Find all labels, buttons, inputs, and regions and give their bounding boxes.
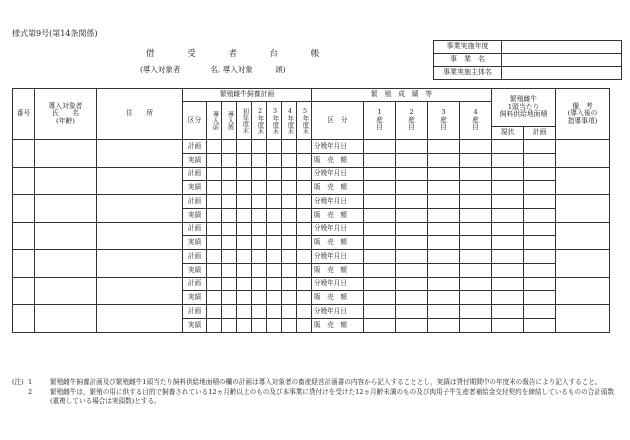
cell-division: 実績 (183, 318, 207, 332)
cell-feed-plan[interactable] (524, 208, 556, 222)
cell-result-value[interactable] (428, 318, 460, 332)
header-division: 区分 (183, 102, 207, 140)
cell-plan-value[interactable] (297, 291, 312, 305)
cell-result-value[interactable] (396, 195, 428, 209)
cell-plan-value[interactable] (297, 318, 312, 332)
cell-plan-value[interactable] (267, 318, 282, 332)
cell-remarks[interactable] (556, 305, 610, 333)
header-intro-after-text: 導入後 (226, 111, 234, 130)
cell-plan-value[interactable] (222, 305, 237, 319)
cell-result-value[interactable] (396, 153, 428, 167)
cell-address[interactable] (97, 250, 183, 278)
note-text: 繁殖雌牛は，繁殖の用に供する目的で飼養されている12ヵ月齢以上のもの及び本事業に貸付けを受けた12ヵ月齢未満のもの及び肉用子牛生産者補給金交付契約を締結しているものの合計頭数(重複している場合は実頭数)とする。 (50, 387, 615, 406)
cell-feed-plan[interactable] (524, 181, 556, 195)
cell-result-label: 分娩年月日 (312, 167, 364, 181)
cell-feed-plan[interactable] (524, 291, 556, 305)
cell-plan-value[interactable] (207, 263, 222, 277)
cell-plan-value[interactable] (267, 263, 282, 277)
cell-plan-value[interactable] (237, 222, 252, 236)
cell-result-value[interactable] (460, 277, 492, 291)
cell-result-label: 分娩年月日 (312, 195, 364, 209)
cell-result-value[interactable] (428, 250, 460, 264)
notes (12, 378, 622, 407)
cell-result-value[interactable] (428, 222, 460, 236)
cell-feed-current[interactable] (492, 305, 524, 319)
cell-target-person[interactable] (35, 195, 97, 223)
cell-plan-value[interactable] (297, 305, 312, 319)
form-id: 様式第9号(第14条関係) (12, 29, 98, 38)
cell-result-value[interactable] (364, 167, 396, 181)
info-label: 事業実施主体名 (434, 67, 502, 80)
cell-plan-value[interactable] (252, 236, 267, 250)
cell-plan-value[interactable] (222, 291, 237, 305)
cell-plan-value[interactable] (282, 195, 297, 209)
cell-plan-value[interactable] (237, 195, 252, 209)
cell-plan-value[interactable] (222, 318, 237, 332)
cell-number[interactable] (13, 305, 35, 333)
cell-plan-value[interactable] (267, 291, 282, 305)
cell-result-label: 販 売 額 (312, 263, 364, 277)
header-breeding-plan: 繁殖雌牛飼養計画 (183, 89, 312, 102)
cell-feed-plan[interactable] (524, 277, 556, 291)
cell-plan-value[interactable] (222, 250, 237, 264)
header-current: 現状 (492, 127, 524, 140)
cell-result-value[interactable] (428, 181, 460, 195)
title-char: 帳 (310, 49, 320, 59)
header-year-3 (267, 102, 282, 140)
cell-feed-current[interactable] (492, 208, 524, 222)
cell-plan-value[interactable] (207, 291, 222, 305)
cell-result-value[interactable] (428, 305, 460, 319)
info-label: 事 業 名 (434, 54, 502, 67)
cell-result-label: 分娩年月日 (312, 305, 364, 319)
table-row (13, 250, 610, 264)
cell-number[interactable] (13, 277, 35, 305)
cell-plan-value[interactable] (207, 305, 222, 319)
cell-feed-plan[interactable] (524, 153, 556, 167)
cell-plan-value[interactable] (207, 195, 222, 209)
info-box (433, 40, 622, 80)
cell-feed-current[interactable] (492, 140, 524, 154)
cell-plan-value[interactable] (297, 250, 312, 264)
title-char: 台 (269, 49, 279, 59)
cell-plan-value[interactable] (282, 140, 297, 154)
cell-plan-value[interactable] (207, 318, 222, 332)
cell-address[interactable] (97, 277, 183, 305)
cell-result-value[interactable] (396, 305, 428, 319)
cell-plan-value[interactable] (252, 291, 267, 305)
cell-result-value[interactable] (364, 140, 396, 154)
header-year-3-text: 3年度末 (271, 107, 279, 134)
subtitle: (導入対象者 名, 導入対象 頭) (140, 65, 286, 74)
cell-division: 実績 (183, 263, 207, 277)
cell-result-value[interactable] (364, 277, 396, 291)
cell-division: 計画 (183, 305, 207, 319)
notes-lead-spacer (12, 388, 28, 407)
cell-plan-value[interactable] (282, 250, 297, 264)
cell-plan-value[interactable] (252, 208, 267, 222)
note-item (12, 388, 622, 407)
header-year-2-text: 2年度末 (256, 107, 264, 134)
cell-plan-value[interactable] (207, 208, 222, 222)
cell-plan-value[interactable] (267, 195, 282, 209)
cell-plan-value[interactable] (207, 277, 222, 291)
cell-remarks[interactable] (556, 222, 610, 250)
cell-target-person[interactable] (35, 140, 97, 168)
cell-plan-value[interactable] (282, 291, 297, 305)
info-label: 事業実施年度 (434, 41, 502, 54)
cell-plan-value[interactable] (282, 277, 297, 291)
cell-result-value[interactable] (428, 208, 460, 222)
cell-remarks[interactable] (556, 250, 610, 278)
cell-division: 実績 (183, 208, 207, 222)
cell-plan-value[interactable] (282, 236, 297, 250)
cell-result-value[interactable] (396, 208, 428, 222)
cell-feed-current[interactable] (492, 277, 524, 291)
cell-feed-current[interactable] (492, 222, 524, 236)
cell-result-value[interactable] (460, 291, 492, 305)
cell-plan-value[interactable] (297, 263, 312, 277)
cell-division: 計画 (183, 250, 207, 264)
cell-plan-value[interactable] (282, 263, 297, 277)
cell-feed-current[interactable] (492, 167, 524, 181)
cell-plan-value[interactable] (207, 140, 222, 154)
cell-feed-current[interactable] (492, 181, 524, 195)
cell-plan-value[interactable] (297, 222, 312, 236)
cell-plan-value[interactable] (282, 222, 297, 236)
info-value[interactable] (502, 54, 622, 67)
cell-plan-value[interactable] (297, 236, 312, 250)
cell-division: 実績 (183, 236, 207, 250)
cell-division: 計画 (183, 222, 207, 236)
cell-plan-value[interactable] (207, 222, 222, 236)
cell-plan-value[interactable] (237, 140, 252, 154)
cell-feed-current[interactable] (492, 250, 524, 264)
cell-result-value[interactable] (364, 318, 396, 332)
cell-result-label: 分娩年月日 (312, 140, 364, 154)
cell-address[interactable] (97, 195, 183, 223)
header-year-2 (252, 102, 267, 140)
cell-result-value[interactable] (364, 181, 396, 195)
cell-feed-plan[interactable] (524, 263, 556, 277)
cell-plan-value[interactable] (252, 318, 267, 332)
cell-remarks[interactable] (556, 195, 610, 223)
cell-plan-value[interactable] (267, 167, 282, 181)
cell-plan-value[interactable] (237, 153, 252, 167)
cell-result-value[interactable] (428, 291, 460, 305)
cell-plan-value[interactable] (207, 250, 222, 264)
cell-result-value[interactable] (396, 263, 428, 277)
cell-result-label: 販 売 額 (312, 291, 364, 305)
cell-plan-value[interactable] (222, 222, 237, 236)
header-year-5 (297, 102, 312, 140)
cell-feed-current[interactable] (492, 153, 524, 167)
cell-target-person[interactable] (35, 277, 97, 305)
table-row (13, 140, 610, 154)
header-year-1 (237, 102, 252, 140)
cell-target-person[interactable] (35, 167, 97, 195)
cell-plan-value[interactable] (267, 250, 282, 264)
cell-division: 実績 (183, 291, 207, 305)
ledger-table (12, 88, 610, 333)
cell-plan-value[interactable] (237, 305, 252, 319)
info-value[interactable] (502, 41, 622, 54)
cell-result-value[interactable] (396, 140, 428, 154)
note-number: 2 (28, 387, 33, 396)
cell-plan-value[interactable] (297, 208, 312, 222)
cell-result-value[interactable] (364, 263, 396, 277)
header-parity-4: 4 産 目 (460, 102, 492, 140)
cell-remarks[interactable] (556, 167, 610, 195)
cell-result-value[interactable] (460, 250, 492, 264)
note-text: 繁殖雌牛飼養計画及び繁殖雌牛1頭当たり飼料供給地面積の欄の計画は導入対象者の畜産経営計画書の内容から記入することとし，実績は貸付期間中の年度末の報告により記入すること。 (50, 378, 602, 386)
cell-result-label: 販 売 額 (312, 208, 364, 222)
cell-address[interactable] (97, 305, 183, 333)
cell-address[interactable] (97, 167, 183, 195)
cell-plan-value[interactable] (222, 236, 237, 250)
cell-feed-plan[interactable] (524, 318, 556, 332)
cell-result-value[interactable] (460, 195, 492, 209)
cell-result-value[interactable] (364, 250, 396, 264)
cell-feed-current[interactable] (492, 263, 524, 277)
cell-plan-value[interactable] (252, 263, 267, 277)
cell-division: 計画 (183, 167, 207, 181)
cell-plan-value[interactable] (222, 167, 237, 181)
cell-plan-value[interactable] (237, 167, 252, 181)
cell-target-person[interactable] (35, 250, 97, 278)
cell-plan-value[interactable] (282, 208, 297, 222)
page-title (146, 47, 319, 59)
cell-number[interactable] (13, 195, 35, 223)
cell-result-value[interactable] (460, 153, 492, 167)
cell-result-value[interactable] (460, 222, 492, 236)
cell-result-value[interactable] (364, 236, 396, 250)
cell-result-value[interactable] (428, 236, 460, 250)
cell-plan-value[interactable] (267, 277, 282, 291)
cell-plan-value[interactable] (267, 153, 282, 167)
header-intro-before (207, 102, 222, 140)
info-value[interactable] (502, 67, 622, 80)
cell-feed-current[interactable] (492, 236, 524, 250)
cell-plan-value[interactable] (252, 153, 267, 167)
cell-result-label: 分娩年月日 (312, 222, 364, 236)
header-parity-2: 2 産 目 (396, 102, 428, 140)
table-row (13, 195, 610, 209)
cell-result-value[interactable] (364, 222, 396, 236)
cell-feed-plan[interactable] (524, 167, 556, 181)
cell-remarks[interactable] (556, 140, 610, 168)
cell-plan-value[interactable] (222, 153, 237, 167)
cell-result-value[interactable] (364, 208, 396, 222)
cell-result-value[interactable] (428, 195, 460, 209)
cell-plan-value[interactable] (282, 305, 297, 319)
cell-plan-value[interactable] (297, 195, 312, 209)
cell-result-value[interactable] (460, 181, 492, 195)
cell-result-value[interactable] (428, 277, 460, 291)
header-breeding-result: 繁 殖 成 績 等 (312, 89, 492, 102)
header-intro-before-text: 導入前 (211, 111, 219, 130)
note-item (12, 378, 622, 388)
cell-feed-plan[interactable] (524, 236, 556, 250)
cell-feed-current[interactable] (492, 291, 524, 305)
cell-plan-value[interactable] (282, 167, 297, 181)
cell-division: 計画 (183, 140, 207, 154)
cell-result-value[interactable] (460, 167, 492, 181)
cell-plan-value[interactable] (267, 140, 282, 154)
cell-result-label: 販 売 額 (312, 236, 364, 250)
cell-result-label: 販 売 額 (312, 181, 364, 195)
title-char: 受 (187, 49, 196, 59)
cell-plan-value[interactable] (207, 236, 222, 250)
cell-address[interactable] (97, 140, 183, 168)
cell-result-value[interactable] (364, 195, 396, 209)
cell-result-label: 販 売 額 (312, 318, 364, 332)
cell-result-value[interactable] (460, 236, 492, 250)
header-number: 番号 (13, 89, 35, 140)
cell-plan-value[interactable] (222, 195, 237, 209)
cell-result-value[interactable] (396, 236, 428, 250)
cell-target-person[interactable] (35, 222, 97, 250)
header-intro-after (222, 102, 237, 140)
cell-plan-value[interactable] (207, 167, 222, 181)
cell-number[interactable] (13, 140, 35, 168)
header-target-person: 導入対象者 氏 名 (年齢) (35, 89, 97, 140)
cell-plan-value[interactable] (267, 236, 282, 250)
header-parity-3: 3 産 目 (428, 102, 460, 140)
cell-plan-value[interactable] (282, 181, 297, 195)
header-feed-area: 繁殖雌牛 1頭当たり 飼料供給地面積 (492, 89, 556, 127)
cell-plan-value[interactable] (237, 291, 252, 305)
cell-plan-value[interactable] (267, 222, 282, 236)
cell-plan-value[interactable] (267, 305, 282, 319)
notes-lead: (注) (12, 378, 24, 386)
cell-plan-value[interactable] (237, 208, 252, 222)
cell-result-value[interactable] (364, 153, 396, 167)
cell-plan-value[interactable] (222, 208, 237, 222)
cell-plan-value[interactable] (297, 167, 312, 181)
cell-plan-value[interactable] (207, 181, 222, 195)
cell-plan-value[interactable] (222, 140, 237, 154)
header-division2: 区 分 (312, 102, 364, 140)
cell-result-value[interactable] (428, 153, 460, 167)
cell-plan-value[interactable] (252, 222, 267, 236)
cell-plan-value[interactable] (222, 181, 237, 195)
cell-plan-value[interactable] (237, 181, 252, 195)
cell-address[interactable] (97, 222, 183, 250)
cell-plan-value[interactable] (252, 277, 267, 291)
cell-result-value[interactable] (396, 277, 428, 291)
cell-result-value[interactable] (428, 263, 460, 277)
cell-plan-value[interactable] (282, 153, 297, 167)
cell-division: 実績 (183, 181, 207, 195)
cell-plan-value[interactable] (267, 208, 282, 222)
header-parity-1: 1 産 目 (364, 102, 396, 140)
title-char: 借 (146, 49, 155, 59)
cell-remarks[interactable] (556, 277, 610, 305)
cell-plan-value[interactable] (252, 195, 267, 209)
cell-result-label: 分娩年月日 (312, 250, 364, 264)
table-row (13, 222, 610, 236)
cell-division: 実績 (183, 153, 207, 167)
cell-number[interactable] (13, 167, 35, 195)
cell-result-value[interactable] (460, 318, 492, 332)
cell-feed-plan[interactable] (524, 222, 556, 236)
cell-plan-value[interactable] (297, 140, 312, 154)
cell-plan-value[interactable] (297, 153, 312, 167)
cell-result-value[interactable] (460, 208, 492, 222)
cell-result-label: 分娩年月日 (312, 277, 364, 291)
cell-plan-value[interactable] (282, 318, 297, 332)
cell-plan-value[interactable] (207, 153, 222, 167)
cell-plan-value[interactable] (252, 250, 267, 264)
header-plan: 計画 (524, 127, 556, 140)
header-year-4-text: 4年度末 (286, 107, 294, 134)
cell-plan-value[interactable] (237, 250, 252, 264)
note-number: 1 (28, 378, 33, 386)
cell-result-value[interactable] (460, 305, 492, 319)
cell-feed-current[interactable] (492, 318, 524, 332)
cell-result-value[interactable] (396, 181, 428, 195)
cell-result-value[interactable] (396, 222, 428, 236)
cell-plan-value[interactable] (252, 140, 267, 154)
cell-plan-value[interactable] (297, 181, 312, 195)
header-year-1-text: 初年度末 (241, 107, 249, 134)
table-row (13, 277, 610, 291)
cell-result-value[interactable] (396, 291, 428, 305)
cell-division: 計画 (183, 195, 207, 209)
cell-division: 計画 (183, 277, 207, 291)
cell-result-value[interactable] (396, 318, 428, 332)
cell-result-value[interactable] (460, 140, 492, 154)
cell-result-value[interactable] (460, 263, 492, 277)
cell-plan-value[interactable] (237, 277, 252, 291)
cell-feed-plan[interactable] (524, 305, 556, 319)
cell-number[interactable] (13, 250, 35, 278)
cell-plan-value[interactable] (222, 263, 237, 277)
table-row (13, 167, 610, 181)
cell-plan-value[interactable] (237, 318, 252, 332)
cell-result-label: 販 売 額 (312, 153, 364, 167)
cell-plan-value[interactable] (252, 305, 267, 319)
cell-feed-plan[interactable] (524, 140, 556, 154)
cell-plan-value[interactable] (222, 277, 237, 291)
cell-result-value[interactable] (428, 140, 460, 154)
header-year-5-text: 5年度末 (301, 107, 309, 134)
cell-target-person[interactable] (35, 305, 97, 333)
cell-plan-value[interactable] (237, 263, 252, 277)
cell-feed-current[interactable] (492, 195, 524, 209)
cell-result-value[interactable] (364, 291, 396, 305)
cell-number[interactable] (13, 222, 35, 250)
cell-feed-plan[interactable] (524, 195, 556, 209)
cell-plan-value[interactable] (237, 236, 252, 250)
cell-result-value[interactable] (396, 167, 428, 181)
cell-result-value[interactable] (364, 305, 396, 319)
cell-plan-value[interactable] (252, 181, 267, 195)
cell-feed-plan[interactable] (524, 250, 556, 264)
cell-plan-value[interactable] (267, 181, 282, 195)
header-remarks: 備 考 (導入後の 指導事項) (556, 89, 610, 140)
header-year-4 (282, 102, 297, 140)
cell-result-value[interactable] (428, 167, 460, 181)
cell-plan-value[interactable] (252, 167, 267, 181)
cell-result-value[interactable] (396, 250, 428, 264)
table-row (13, 305, 610, 319)
cell-plan-value[interactable] (297, 277, 312, 291)
header-address: 住 所 (97, 89, 183, 140)
title-char: 者 (228, 49, 237, 59)
